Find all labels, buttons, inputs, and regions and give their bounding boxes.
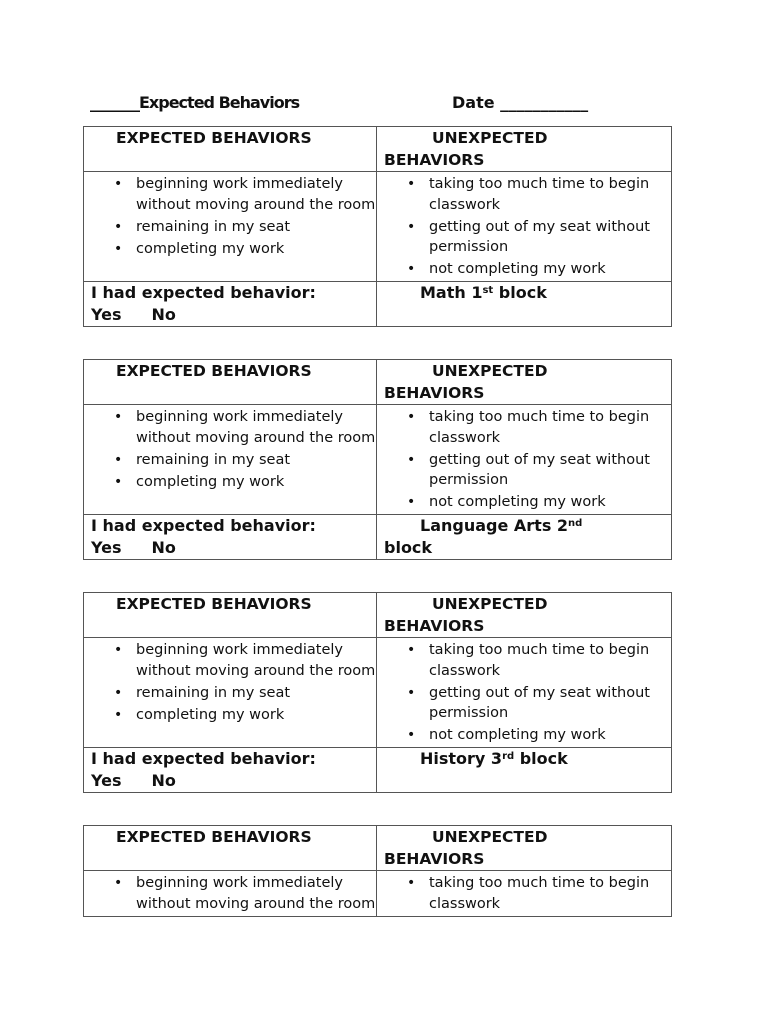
page-header	[90, 93, 650, 112]
unexpected-list	[429, 640, 671, 746]
list-item: • getting out of my seat without permission	[429, 217, 671, 258]
expected-list	[136, 873, 376, 914]
list-item: • not completing my work	[429, 492, 671, 513]
date-line: Date ___________	[452, 93, 589, 112]
list-item: • completing my work	[136, 705, 376, 726]
block-label: History 3rd block	[377, 748, 672, 793]
expected-list	[136, 640, 376, 725]
behavior-chart-3	[83, 592, 672, 793]
unexpected-list	[429, 873, 671, 914]
behavior-chart-4	[83, 825, 672, 917]
list-item: • remaining in my seat	[136, 450, 376, 471]
expected-header: EXPECTED BEHAVIORS	[84, 593, 377, 638]
expected-list-cell	[84, 405, 377, 515]
unexpected-header: UNEXPECTED BEHAVIORS	[377, 360, 672, 405]
expected-list-cell	[84, 871, 377, 917]
unexpected-list-cell	[377, 638, 672, 748]
expected-list-cell	[84, 172, 377, 282]
unexpected-list-cell	[377, 172, 672, 282]
no-option[interactable]: No	[151, 771, 176, 790]
list-item: • beginning work immediately without moving around the room	[136, 640, 376, 681]
unexpected-list	[429, 174, 671, 280]
list-item: • getting out of my seat without permission	[429, 450, 671, 491]
list-item: • remaining in my seat	[136, 217, 376, 238]
no-option[interactable]: No	[151, 305, 176, 324]
list-item: • completing my work	[136, 472, 376, 493]
yes-option[interactable]: Yes	[91, 538, 122, 557]
expected-list-cell	[84, 638, 377, 748]
expected-header: EXPECTED BEHAVIORS	[84, 826, 377, 871]
self-check-cell: I had expected behavior: Yes No	[84, 515, 377, 560]
list-item: • getting out of my seat without permission	[429, 683, 671, 724]
expected-header: EXPECTED BEHAVIORS	[84, 360, 377, 405]
list-item: • not completing my work	[429, 725, 671, 746]
list-item: • beginning work immediately without moving around the room	[136, 407, 376, 448]
list-item: • taking too much time to begin classwork	[429, 640, 671, 681]
list-item: • taking too much time to begin classwork	[429, 407, 671, 448]
unexpected-header: UNEXPECTED BEHAVIORS	[377, 127, 672, 172]
unexpected-list	[429, 407, 671, 513]
unexpected-header: UNEXPECTED BEHAVIORS	[377, 593, 672, 638]
list-item: • beginning work immediately without moving around the room	[136, 873, 376, 914]
self-check-cell: I had expected behavior: Yes No	[84, 748, 377, 793]
unexpected-list-cell	[377, 871, 672, 917]
self-check-cell: I had expected behavior: Yes No	[84, 282, 377, 327]
list-item: • taking too much time to begin classwork	[429, 174, 671, 215]
unexpected-list-cell	[377, 405, 672, 515]
behavior-chart-1	[83, 126, 672, 327]
list-item: • completing my work	[136, 239, 376, 260]
list-item: • remaining in my seat	[136, 683, 376, 704]
list-item: • beginning work immediately without moving around the room	[136, 174, 376, 215]
unexpected-header: UNEXPECTED BEHAVIORS	[377, 826, 672, 871]
list-item: • not completing my work	[429, 259, 671, 280]
title-line: _______Expected Behaviors	[90, 93, 300, 112]
expected-list	[136, 174, 376, 259]
no-option[interactable]: No	[151, 538, 176, 557]
yes-option[interactable]: Yes	[91, 305, 122, 324]
block-label: Language Arts 2nd block	[377, 515, 672, 560]
expected-header: EXPECTED BEHAVIORS	[84, 127, 377, 172]
behavior-chart-2	[83, 359, 672, 560]
expected-list	[136, 407, 376, 492]
yes-option[interactable]: Yes	[91, 771, 122, 790]
list-item: • taking too much time to begin classwork	[429, 873, 671, 914]
block-label: Math 1st block	[377, 282, 672, 327]
